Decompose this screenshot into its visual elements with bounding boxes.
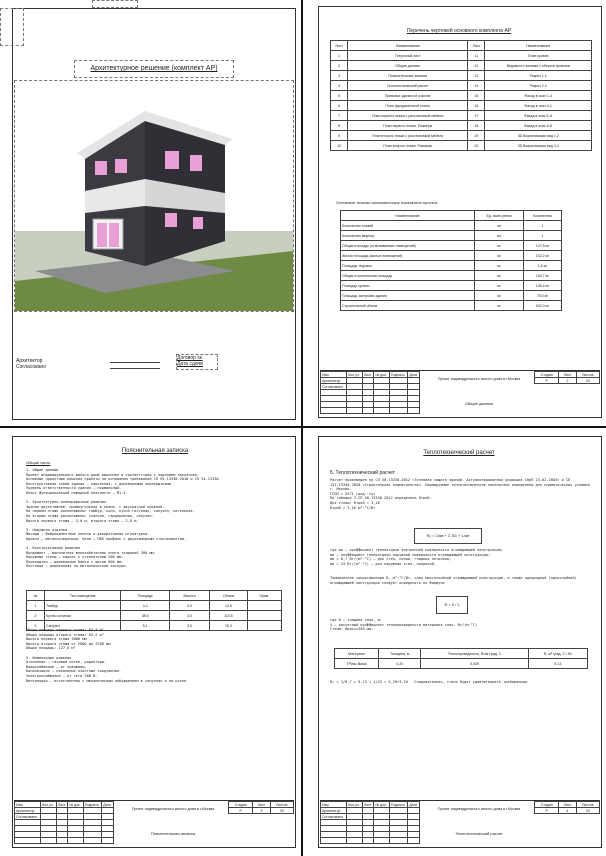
stamp-label: Кол.уч. [347, 372, 363, 378]
drawing-list-row [331, 101, 592, 111]
note-text: 1. Общие данные Проект индивидуального жилого дома выполнен в соответствии с заданием заказчика. Основные проектные решения приняты на основании требований СП 55.13330.2016 и СП 54.13330. Конструктивная схема здания — каркасная, с деревянными перекрытиями. Уровень ответственности здания — нормальный. Класс функциональной пожарной опасности — Ф1.4. 2. Архитектурно-планировочные решения Здание двухэтажное, прямоугольное в плане, с двускатной кровлей. На первом этаже расположены: тамбур, холл, кухня-гостиная, санузел, котельная. На втором этаже расположены: спальни, гардеробная, санузел. Высота первого этажа — 3,0 м, второго этажа — 2,8 м. 3. Наружная отделка Фасады — фиброцементные панели и декоративная штукатурка. Кровля — металлочерепица. Окна — ПВХ профиль с двухкамерным стеклопакетом. 4. Конструктивные решения Фундамент — монолитная железобетонная плита толщиной 300 мм. Наружные стены — каркас с утеплителем 200 мм. Перекрытия — деревянные балки с шагом 600 мм. Лестница — деревянная на металлическом косоуре. [26, 468, 221, 569]
tep-row [341, 251, 562, 261]
stamp-value: Р [535, 378, 559, 384]
stamp-project-title: Проект индивидуального жилого дома в г.Москва [437, 377, 521, 381]
stamp-cell [56, 838, 68, 844]
tep-row [341, 241, 562, 251]
table-cell: 102,2 м² [523, 251, 561, 261]
stamp-value: 20 [576, 808, 599, 814]
stamp-cell [68, 838, 83, 844]
header-cell: Объем [210, 591, 248, 601]
stamp-label: Подпись [83, 802, 101, 808]
table-cell: Количество этажей [341, 221, 475, 231]
table-cell: 15,3 [210, 621, 248, 631]
table-cell: 1 [523, 221, 561, 231]
formula2-box [436, 596, 468, 614]
stamp-label: Кол.уч. [41, 802, 57, 808]
header-cell: № [27, 591, 45, 601]
stamp-sheet-name: Пояснительная записка [150, 831, 196, 836]
header-cell: Наименование [485, 41, 592, 51]
stamp-label: Дата [408, 372, 420, 378]
stamp-label: Подпись [389, 802, 407, 808]
stamp-cell [362, 408, 374, 414]
door-glass-1 [97, 223, 107, 247]
table-cell: 6 [331, 101, 348, 111]
table-cell: Теплотехнический расчет [348, 81, 468, 91]
stamp-value: 3 [253, 808, 270, 814]
room-row [27, 601, 282, 611]
table-cell: План первого этажа. Размеры [348, 121, 468, 131]
table-cell: 4 [331, 81, 348, 91]
stamp-label: Листов [576, 802, 599, 808]
stamp-sheet-name: Теплотехнический расчет [455, 831, 503, 836]
stamp-cell [41, 838, 57, 844]
drawing-list-row [331, 51, 592, 61]
header-cell: Наименование [348, 41, 468, 51]
sign-line-1 [110, 362, 160, 363]
stamp-cell [321, 408, 347, 414]
table-cell: Общая строительная площадь [341, 271, 475, 281]
table-cell: Жилая площадь (жилых помещений) [341, 251, 475, 261]
stamp-cell [83, 838, 101, 844]
tep-row [341, 271, 562, 281]
stamp-label: Дата [408, 802, 420, 808]
drawing-list-row-header [331, 41, 592, 51]
stamp-signature-table [320, 371, 420, 414]
table-cell: Привязка здания на участке [348, 91, 468, 101]
drawing-list-table [330, 40, 592, 151]
table-cell: План фундаментной плиты [348, 101, 468, 111]
stamp-cell [374, 838, 389, 844]
sign-approved: Согласовано [16, 364, 47, 370]
header-cell: Площадь [121, 591, 170, 601]
window-5 [165, 213, 177, 227]
table-cell: Общая площадь (отапливаемых помещений) [341, 241, 475, 251]
table-cell: 11 [468, 51, 485, 61]
tep-title: Основные технико-экономические показатели проекта [336, 200, 438, 205]
stamp-label: Лист [362, 802, 374, 808]
stamp-cell [362, 838, 374, 844]
stamp-cell: Согласовано [321, 384, 347, 390]
table-cell: 12,6 [210, 601, 248, 611]
header-cell: Количество [523, 211, 561, 221]
stamp-cell [389, 408, 407, 414]
table-cell: 3D Визуализация вид 1,2 [485, 131, 592, 141]
header-cell: Лист [331, 41, 348, 51]
table-cell: 127,5 м² [523, 241, 561, 251]
stamp-block [14, 800, 294, 847]
table-cell: План второго этажа с расстановкой мебели [348, 131, 468, 141]
sheet-thermal-calc [304, 430, 604, 855]
tep-row [341, 281, 562, 291]
note-title: Пояснительная записка [121, 448, 189, 454]
stamp-cell: Согласовано [15, 814, 41, 820]
sheet-explanatory-note [0, 430, 300, 855]
tep-row [341, 291, 562, 301]
stamp-value: 20 [270, 808, 293, 814]
stamp-label: Стадия [229, 802, 253, 808]
stamp-label: № док. [374, 372, 389, 378]
tep-row-header [341, 211, 562, 221]
table-cell: ТРиас Basis [335, 659, 379, 669]
calc-title: Теплотехнический расчет [423, 450, 495, 456]
window-6 [193, 217, 203, 229]
top-dashed-box [92, 0, 138, 8]
calc-heading: 5. Теплотехнический расчет [330, 470, 395, 476]
sheet-general-data [304, 0, 604, 425]
table-cell: 3D Визуализация вид 3,4 [485, 141, 592, 151]
table-cell: 2 [27, 611, 45, 621]
table-cell: Общие данные [348, 61, 468, 71]
stamp-label: Лист [362, 372, 374, 378]
table-cell: Разрез 1-1 [485, 71, 592, 81]
rooms-table [26, 590, 282, 631]
house-render [15, 81, 293, 311]
table-cell: Тамбур [45, 601, 121, 611]
table-cell: 5 [331, 91, 348, 101]
table-cell: м² [474, 291, 523, 301]
table-cell: Фасад в осях А-Б [485, 121, 592, 131]
header-cell: Наименование [341, 211, 475, 221]
table-cell: 13 [468, 71, 485, 81]
table-cell: м² [474, 281, 523, 291]
stamp-label: Лист [253, 802, 270, 808]
table-cell: 1,6 м² [523, 261, 561, 271]
table-cell: Фасад в осях Б-А [485, 111, 592, 121]
table-cell: 5,1 [121, 621, 170, 631]
table-cell: 12 [468, 61, 485, 71]
stamp-label: Стадия [535, 372, 559, 378]
table-cell: 8 [331, 121, 348, 131]
stamp-block [320, 370, 600, 417]
table-cell: 105,4 м² [523, 281, 561, 291]
table-cell: 154,7 м² [523, 271, 561, 281]
stamp-cell: Архитектор [321, 378, 347, 384]
stamp-cell [347, 408, 363, 414]
table-cell: м³ [474, 301, 523, 311]
stamp-signature-table [14, 801, 114, 844]
material-row [335, 659, 588, 669]
table-cell: 0,20 [379, 659, 421, 669]
table-cell: м² [474, 261, 523, 271]
sign-line-2 [110, 368, 160, 369]
window-4 [190, 155, 202, 171]
stamp-label: Лист [559, 372, 576, 378]
contract-number: Договор № [177, 355, 203, 361]
table-cell: 3 [331, 71, 348, 81]
sheet-divider-horizontal [0, 426, 606, 428]
table-cell: Количество квартир [341, 231, 475, 241]
table-cell: 18 [468, 121, 485, 131]
header-cell: Ед. изме-рения [474, 211, 523, 221]
table-cell: 15 [468, 91, 485, 101]
calc-text: Расчет произведен по СП 50.13330.2012 «Тепловая защита зданий. Актуализированная редакция СНиП 23-02-2003» и СП 131.13330.2020 «Строительная климатология». Нормируемые теплотехнические показатели определены для климатических условий г. Москва. ГСОП = 5271 град.·сут По таблице 3 СП 50.13330.2012 определено Rтреб. Для стены: Rтреб = 3,16 Rтреб = 3,16 м²·°С/Вт [330, 478, 590, 510]
formula2: R = δ / λ [444, 602, 460, 607]
sheet-divider-vertical [301, 0, 303, 856]
stamp-value: Р [535, 808, 559, 814]
drawing-list-row [331, 61, 592, 71]
stamp-value: 2 [559, 378, 576, 384]
project-title: Архитектурное решение (комплект АР) [90, 65, 218, 72]
stamp-cell [389, 838, 407, 844]
table-cell: 75,0 м² [523, 291, 561, 301]
table-cell: 9 [331, 131, 348, 141]
stamp-label: № док. [68, 802, 83, 808]
sheet-title-page [0, 0, 300, 425]
stamp-sheet-name: Общие данные [464, 401, 494, 406]
table-cell: шт [474, 221, 523, 231]
stamp-stage-table [534, 371, 600, 384]
formula-right: 1/αв + Σ δ/λ + 1/αн [435, 533, 470, 538]
title-block [74, 60, 234, 78]
header-cell: Лист [468, 41, 485, 51]
header-cell: Теплопроводность, Вт/м град. С [421, 649, 528, 659]
window-3 [165, 151, 179, 169]
table-cell: Строительный объем [341, 301, 475, 311]
table-cell: 3 [27, 621, 45, 631]
stamp-cell: Архитектор [321, 808, 347, 814]
stamp-label: Изм. [15, 802, 41, 808]
corner-dashed-box [0, 8, 24, 46]
table-cell: 19 [468, 131, 485, 141]
table-cell: Пояснительная записка [348, 71, 468, 81]
table-cell: 1 [27, 601, 45, 611]
stamp-cell [347, 838, 363, 844]
stamp-project-title: Проект индивидуального жилого дома в г.Москва [131, 807, 215, 811]
table-cell [247, 601, 281, 611]
header-cell: Прим. [247, 591, 281, 601]
stamp-cell [321, 838, 347, 844]
table-cell: м² [474, 241, 523, 251]
drawing-list-row [331, 121, 592, 131]
table-cell: м² [474, 271, 523, 281]
table-cell: План кровли [485, 51, 592, 61]
calc-where-2: где δ — толщина слоя, м; λ — расчетный коэффициент теплопроводности материала слоя, Вт/(м·°С) Стены: Rрасч=250 мм. [330, 618, 478, 632]
stamp-label: № док. [374, 802, 389, 808]
stamp-label: Лист [559, 802, 576, 808]
door-glass-2 [109, 223, 119, 247]
drawing-list-title: Перечень чертежей основного комплекта АР [406, 28, 512, 34]
drawing-list-row [331, 81, 592, 91]
table-cell: Фасад в осях 1-4 [485, 91, 592, 101]
header-cell: Материал [335, 649, 379, 659]
stamp-cell [408, 838, 420, 844]
tep-table [340, 210, 562, 311]
drawing-list-row [331, 91, 592, 101]
formula-box [414, 528, 482, 544]
sign-architect: Архитектор [16, 358, 43, 364]
table-cell: Площадь застройки здания [341, 291, 475, 301]
table-cell: 7 [331, 111, 348, 121]
table-cell: 17 [468, 111, 485, 121]
stamp-cell [15, 838, 41, 844]
stamp-value: 20 [576, 378, 599, 384]
stamp-label: Изм. [321, 802, 347, 808]
stamp-signature-table [320, 801, 420, 844]
table-cell: шт [474, 231, 523, 241]
header-cell: Толщина, м [379, 649, 421, 659]
material-row-header [335, 649, 588, 659]
table-cell: м² [474, 251, 523, 261]
drawing-list-row [331, 71, 592, 81]
table-cell: 14 [468, 81, 485, 91]
table-cell: 0,039 [421, 659, 528, 669]
table-cell: Площадь террасы [341, 261, 475, 271]
drawing-list-row [331, 111, 592, 121]
drawing-list-row [331, 131, 592, 141]
calc-where: где αв — коэффициент теплоотдачи внутренней поверхности ограждающей конструкции; αн — коэффициент теплоотдачи наружной поверхности ограждающей конструкции; αв = 8,7 Вт/(м²·°С) — для стен, полов, гладких потолков; αн = 23 Вт/(м²·°С) — для наружных стен, покрытий. [330, 548, 504, 566]
table-cell: Площадь кровли [341, 281, 475, 291]
table-cell: 542,0 м³ [523, 301, 561, 311]
table-cell: Ведомость заливки с обертки проемов [485, 61, 592, 71]
table-cell: 38,5 [121, 611, 170, 621]
table-cell: 16 [468, 101, 485, 111]
table-cell: 4,2 [121, 601, 170, 611]
contract-date: Дата сдачи [177, 361, 203, 367]
stamp-label: Изм. [321, 372, 347, 378]
stamp-cell: Согласовано [321, 814, 347, 820]
table-cell [247, 611, 281, 621]
table-cell: 115,5 [210, 611, 248, 621]
table-cell: Разрез 2-2 [485, 81, 592, 91]
tep-row [341, 221, 562, 231]
window-2 [115, 159, 127, 173]
table-cell: Санузел [45, 621, 121, 631]
header-cell: Высота [169, 591, 209, 601]
table-cell: Кухня-гостиная [45, 611, 121, 621]
table-cell: 1 [523, 231, 561, 241]
stamp-project-title: Проект индивидуального жилого дома в г.Москва [437, 807, 521, 811]
contract-block [176, 354, 218, 370]
tep-row [341, 301, 562, 311]
stamp-label: Стадия [535, 802, 559, 808]
table-cell: 3,0 [169, 621, 209, 631]
table-cell: 10 [331, 141, 348, 151]
table-cell: План первого этажа с расстановкой мебели [348, 111, 468, 121]
stamp-cell [374, 408, 389, 414]
room-row-header [27, 591, 282, 601]
stamp-stage-table [228, 801, 294, 814]
stamp-label: Листов [270, 802, 293, 808]
stamp-cell: Архитектор [15, 808, 41, 814]
stamp-value: 4 [559, 808, 576, 814]
table-cell: 2 [331, 61, 348, 71]
render-frame [14, 80, 294, 312]
table-cell: 3,0 [169, 611, 209, 621]
table-cell: 3,0 [169, 601, 209, 611]
stamp-label: Листов [576, 372, 599, 378]
calc-text-2: Термическое сопротивление R, м²·°С/Вт, слоя многослойной ограждающей конструкции, а также однородной (однослойной) ограждающей конструкции следует определять по формуле [330, 576, 579, 585]
stamp-label: Лист [56, 802, 68, 808]
stamp-label: Кол.уч. [347, 802, 363, 808]
calc-result: R₀ = 1/8,7 + 5,13 + 1/23 = 5,29>3,16 Следовательно, стена будет удовлетворять требованиям. [330, 680, 530, 684]
materials-table [334, 648, 588, 669]
note-text-2: Общая площадь первого этажа: 64,3 м² Общая площадь второго этажа: 63,2 м² Высота первого этажа 3000 мм Высота второго этажа от 2800 до 3700 мм Общая площадь: 127,5 м² 5. Инженерные решения Отопление — газовый котел, радиаторы. Водоснабжение — от скважины. Канализация — локальные очистные сооружения. Электроснабжение — от сети 380 В. Вентиляция — естественная с механическим побуждением в санузлах и на кухне. [26, 628, 189, 683]
table-cell: Фасад в осях 4-1 [485, 101, 592, 111]
table-cell: 1 [331, 51, 348, 61]
stamp-cell [102, 838, 114, 844]
table-cell: 20 [468, 141, 485, 151]
stamp-cell [408, 408, 420, 414]
header-cell: R, м² град. С / Вт [528, 649, 587, 659]
tep-row [341, 231, 562, 241]
stamp-label: Дата [102, 802, 114, 808]
tep-row [341, 261, 562, 271]
stamp-value: Р [229, 808, 253, 814]
formula-left: R₀ = [426, 533, 435, 538]
header-cell: Тип помещения [45, 591, 121, 601]
table-cell: 5,13 [528, 659, 587, 669]
drawing-list-row [331, 141, 592, 151]
room-row [27, 611, 282, 621]
stamp-block [320, 800, 600, 847]
stamp-stage-table [534, 801, 600, 814]
window-1 [95, 161, 107, 175]
stamp-label: Подпись [389, 372, 407, 378]
table-cell: Титульный лист [348, 51, 468, 61]
note-subtitle: Общая часть [26, 460, 51, 465]
table-cell: План второго этажа. Размеры [348, 141, 468, 151]
